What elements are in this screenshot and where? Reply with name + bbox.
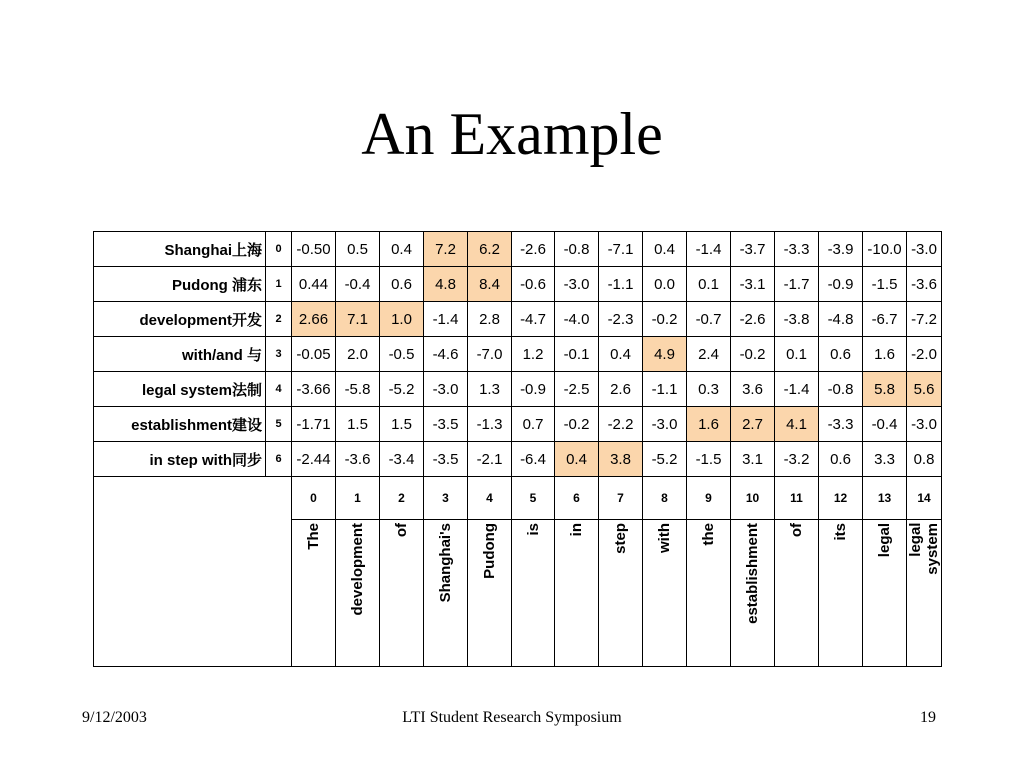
score-cell-highlighted: 0.4 bbox=[555, 442, 599, 477]
score-cell: -4.8 bbox=[819, 302, 863, 337]
score-cell: -4.6 bbox=[424, 337, 468, 372]
score-cell: -1.5 bbox=[863, 267, 907, 302]
column-index: 13 bbox=[863, 477, 907, 520]
table-row bbox=[94, 337, 942, 372]
score-cell: -0.1 bbox=[555, 337, 599, 372]
score-cell: 2.6 bbox=[599, 372, 643, 407]
score-cell: 1.5 bbox=[380, 407, 424, 442]
table-row bbox=[94, 372, 942, 407]
target-word-cell bbox=[336, 520, 380, 667]
score-cell: -3.7 bbox=[731, 232, 775, 267]
score-cell: 0.5 bbox=[336, 232, 380, 267]
score-cell-highlighted: 6.2 bbox=[468, 232, 512, 267]
score-cell-highlighted: 4.8 bbox=[424, 267, 468, 302]
score-cell: -2.0 bbox=[907, 337, 942, 372]
target-word: of bbox=[788, 523, 805, 538]
score-cell-highlighted: 3.8 bbox=[599, 442, 643, 477]
table-row bbox=[94, 232, 942, 267]
row-index: 4 bbox=[266, 372, 292, 407]
row-index: 3 bbox=[266, 337, 292, 372]
score-cell: -1.1 bbox=[599, 267, 643, 302]
column-index: 2 bbox=[380, 477, 424, 520]
target-word-cell bbox=[863, 520, 907, 667]
score-cell: -0.5 bbox=[380, 337, 424, 372]
score-cell: 0.44 bbox=[292, 267, 336, 302]
alignment-score-table bbox=[93, 231, 942, 667]
score-cell-highlighted: 2.66 bbox=[292, 302, 336, 337]
score-cell: 0.4 bbox=[643, 232, 687, 267]
slide-title: An Example bbox=[361, 101, 663, 167]
score-cell: 3.6 bbox=[731, 372, 775, 407]
score-cell: -7.2 bbox=[907, 302, 942, 337]
column-index: 1 bbox=[336, 477, 380, 520]
score-cell: -3.4 bbox=[380, 442, 424, 477]
score-cell: -3.6 bbox=[907, 267, 942, 302]
score-cell: 1.3 bbox=[468, 372, 512, 407]
score-cell: -1.4 bbox=[424, 302, 468, 337]
column-index: 14 bbox=[907, 477, 942, 520]
score-cell: 0.6 bbox=[819, 337, 863, 372]
score-cell: 1.6 bbox=[863, 337, 907, 372]
score-cell: -0.9 bbox=[819, 267, 863, 302]
score-cell: -10.0 bbox=[863, 232, 907, 267]
score-cell: -1.4 bbox=[775, 372, 819, 407]
score-cell-highlighted: 7.1 bbox=[336, 302, 380, 337]
target-word-cell bbox=[424, 520, 468, 667]
score-cell: 0.6 bbox=[819, 442, 863, 477]
score-cell: 0.0 bbox=[643, 267, 687, 302]
score-cell-highlighted: 4.9 bbox=[643, 337, 687, 372]
source-word-label: in step with同步 bbox=[94, 442, 266, 477]
score-cell: -3.0 bbox=[907, 232, 942, 267]
column-index: 12 bbox=[819, 477, 863, 520]
target-word: step bbox=[612, 523, 629, 554]
target-word: Shanghai's bbox=[437, 523, 454, 603]
score-cell: -3.5 bbox=[424, 407, 468, 442]
score-cell: 2.0 bbox=[336, 337, 380, 372]
target-word: development bbox=[349, 523, 366, 616]
target-word-cell bbox=[380, 520, 424, 667]
score-cell: 0.8 bbox=[907, 442, 942, 477]
column-index: 4 bbox=[468, 477, 512, 520]
column-index: 0 bbox=[292, 477, 336, 520]
score-cell: 0.3 bbox=[687, 372, 731, 407]
footer-title: LTI Student Research Symposium bbox=[402, 709, 622, 726]
score-cell: -2.1 bbox=[468, 442, 512, 477]
target-word: establishment bbox=[744, 523, 761, 624]
row-index: 2 bbox=[266, 302, 292, 337]
score-cell: 2.4 bbox=[687, 337, 731, 372]
source-word-label: with/and 与 bbox=[94, 337, 266, 372]
score-cell: -0.2 bbox=[555, 407, 599, 442]
score-cell: -0.4 bbox=[336, 267, 380, 302]
score-cell: -3.9 bbox=[819, 232, 863, 267]
score-cell: 0.1 bbox=[775, 337, 819, 372]
row-index: 6 bbox=[266, 442, 292, 477]
score-cell: -2.5 bbox=[555, 372, 599, 407]
target-word: legal system bbox=[907, 523, 941, 575]
score-cell: -3.0 bbox=[643, 407, 687, 442]
score-cell: 2.8 bbox=[468, 302, 512, 337]
score-cell: 0.4 bbox=[599, 337, 643, 372]
score-cell: -0.9 bbox=[512, 372, 555, 407]
source-word-label: establishment建设 bbox=[94, 407, 266, 442]
target-word-cell bbox=[775, 520, 819, 667]
column-index: 5 bbox=[512, 477, 555, 520]
score-cell: 3.3 bbox=[863, 442, 907, 477]
score-cell: -3.66 bbox=[292, 372, 336, 407]
target-word: its bbox=[832, 523, 849, 541]
score-cell: -3.1 bbox=[731, 267, 775, 302]
target-word-cell bbox=[687, 520, 731, 667]
score-cell: -2.3 bbox=[599, 302, 643, 337]
score-cell-highlighted: 5.6 bbox=[907, 372, 942, 407]
score-cell: -3.8 bbox=[775, 302, 819, 337]
row-index: 1 bbox=[266, 267, 292, 302]
footer-page-number: 19 bbox=[920, 709, 936, 726]
score-cell: -3.0 bbox=[424, 372, 468, 407]
score-cell: -5.2 bbox=[380, 372, 424, 407]
score-cell: -0.4 bbox=[863, 407, 907, 442]
score-cell: -1.71 bbox=[292, 407, 336, 442]
target-word-cell bbox=[292, 520, 336, 667]
score-cell-highlighted: 7.2 bbox=[424, 232, 468, 267]
score-cell: -0.2 bbox=[643, 302, 687, 337]
score-cell-highlighted: 1.6 bbox=[687, 407, 731, 442]
source-word-label: legal system法制 bbox=[94, 372, 266, 407]
score-cell: -4.7 bbox=[512, 302, 555, 337]
score-cell: -1.3 bbox=[468, 407, 512, 442]
target-word: the bbox=[700, 523, 717, 546]
score-cell: 0.7 bbox=[512, 407, 555, 442]
column-index: 7 bbox=[599, 477, 643, 520]
score-cell: -4.0 bbox=[555, 302, 599, 337]
target-word: legal bbox=[876, 523, 893, 558]
blank-corner-cell bbox=[94, 477, 292, 667]
footer-date: 9/12/2003 bbox=[82, 709, 147, 726]
score-cell-highlighted: 5.8 bbox=[863, 372, 907, 407]
score-cell: -0.6 bbox=[512, 267, 555, 302]
score-cell: -0.8 bbox=[555, 232, 599, 267]
score-cell: -0.2 bbox=[731, 337, 775, 372]
score-cell: -6.7 bbox=[863, 302, 907, 337]
score-cell: 1.2 bbox=[512, 337, 555, 372]
target-word-cell bbox=[731, 520, 775, 667]
target-word-cell bbox=[468, 520, 512, 667]
source-word-label: Shanghai上海 bbox=[94, 232, 266, 267]
source-word-label: development开发 bbox=[94, 302, 266, 337]
score-cell: -0.50 bbox=[292, 232, 336, 267]
score-cell: -1.4 bbox=[687, 232, 731, 267]
score-cell: -7.1 bbox=[599, 232, 643, 267]
row-index: 0 bbox=[266, 232, 292, 267]
target-word-cell bbox=[555, 520, 599, 667]
target-word-cell bbox=[599, 520, 643, 667]
target-word-cell bbox=[643, 520, 687, 667]
score-cell: -3.6 bbox=[336, 442, 380, 477]
score-cell-highlighted: 4.1 bbox=[775, 407, 819, 442]
score-cell: -3.0 bbox=[555, 267, 599, 302]
score-cell: -5.2 bbox=[643, 442, 687, 477]
score-cell: 1.5 bbox=[336, 407, 380, 442]
score-cell: -3.3 bbox=[819, 407, 863, 442]
score-cell: 0.1 bbox=[687, 267, 731, 302]
table-row bbox=[94, 442, 942, 477]
target-word: is bbox=[524, 523, 542, 536]
score-cell: -1.1 bbox=[643, 372, 687, 407]
score-cell: 0.4 bbox=[380, 232, 424, 267]
target-word: in bbox=[568, 523, 585, 537]
target-word-cell bbox=[819, 520, 863, 667]
target-word: of bbox=[393, 523, 410, 538]
column-index-row bbox=[94, 477, 942, 520]
column-index: 11 bbox=[775, 477, 819, 520]
score-cell: -3.5 bbox=[424, 442, 468, 477]
column-index: 8 bbox=[643, 477, 687, 520]
column-index: 9 bbox=[687, 477, 731, 520]
target-word: with bbox=[656, 523, 673, 553]
score-cell: -7.0 bbox=[468, 337, 512, 372]
table-row bbox=[94, 267, 942, 302]
column-index: 10 bbox=[731, 477, 775, 520]
target-word: The bbox=[305, 523, 322, 550]
table-row bbox=[94, 407, 942, 442]
score-cell: -2.44 bbox=[292, 442, 336, 477]
table-row bbox=[94, 302, 942, 337]
target-word-cell bbox=[907, 520, 942, 667]
score-cell-highlighted: 1.0 bbox=[380, 302, 424, 337]
score-cell: -0.05 bbox=[292, 337, 336, 372]
target-word: Pudong bbox=[481, 523, 498, 579]
score-cell: -0.7 bbox=[687, 302, 731, 337]
source-word-label: Pudong 浦东 bbox=[94, 267, 266, 302]
score-cell: 0.6 bbox=[380, 267, 424, 302]
score-cell-highlighted: 8.4 bbox=[468, 267, 512, 302]
score-cell: -2.2 bbox=[599, 407, 643, 442]
score-cell: -6.4 bbox=[512, 442, 555, 477]
score-cell: -0.8 bbox=[819, 372, 863, 407]
score-cell: -2.6 bbox=[512, 232, 555, 267]
row-index: 5 bbox=[266, 407, 292, 442]
score-cell: -3.2 bbox=[775, 442, 819, 477]
target-word-cell bbox=[512, 520, 555, 667]
score-cell: -2.6 bbox=[731, 302, 775, 337]
score-cell: 3.1 bbox=[731, 442, 775, 477]
score-cell: -5.8 bbox=[336, 372, 380, 407]
score-cell: -1.7 bbox=[775, 267, 819, 302]
score-cell: -3.0 bbox=[907, 407, 942, 442]
column-index: 6 bbox=[555, 477, 599, 520]
column-index: 3 bbox=[424, 477, 468, 520]
score-cell: -3.3 bbox=[775, 232, 819, 267]
score-cell: -1.5 bbox=[687, 442, 731, 477]
score-cell-highlighted: 2.7 bbox=[731, 407, 775, 442]
